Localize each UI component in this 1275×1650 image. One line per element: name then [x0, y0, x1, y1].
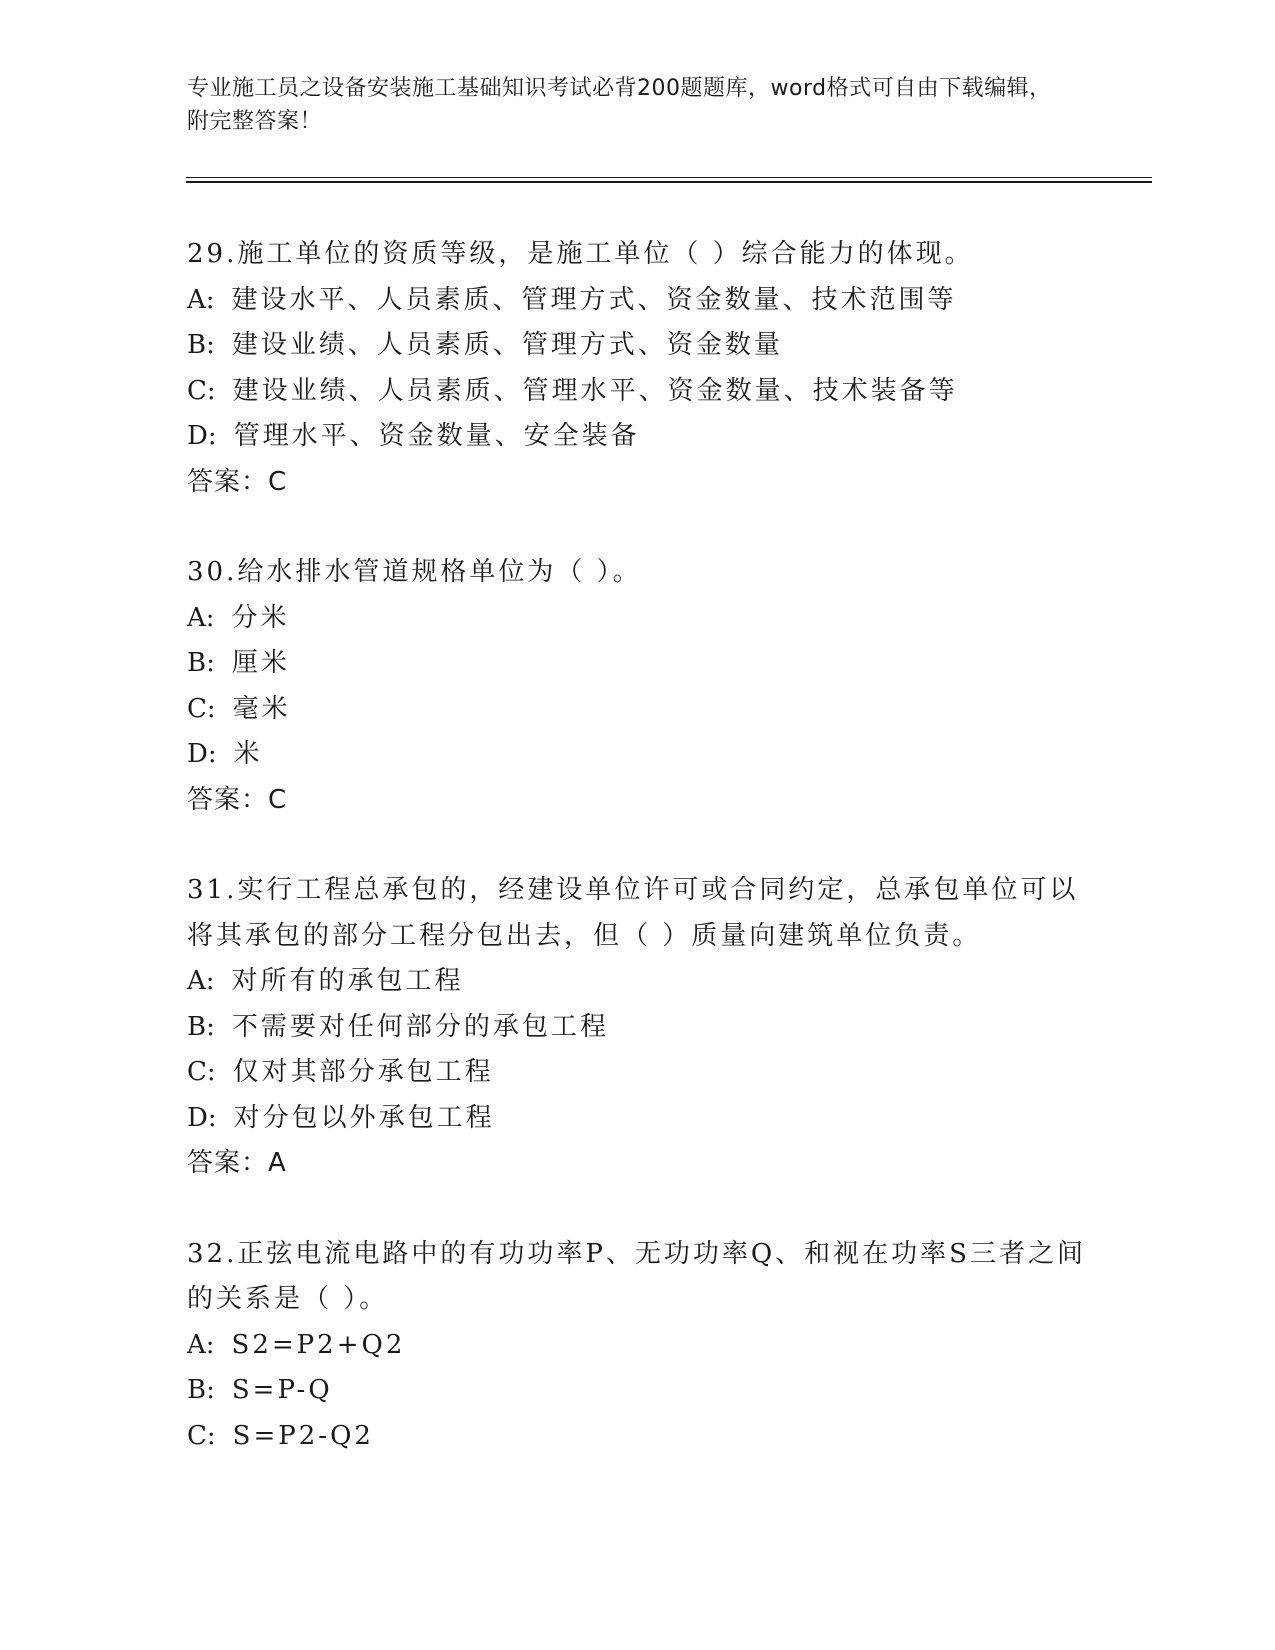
- option-letter: D: [187, 1102, 208, 1133]
- option-b: [187, 1005, 1087, 1051]
- option-text: S=P2-Q2: [232, 1420, 374, 1451]
- option-a: [187, 596, 1087, 642]
- document-header: 专业施工员之设备安装施工基础知识考试必背200题题库，word格式可自由下载编辑，附完整答案！: [187, 76, 1052, 134]
- option-d: [187, 1096, 1087, 1142]
- option-letter: C: [187, 375, 207, 406]
- option-b: [187, 323, 1087, 369]
- question-text: 29.施工单位的资质等级，是施工单位（ ）综合能力的体现。: [187, 239, 974, 269]
- answer-line: 答案：C: [187, 466, 288, 497]
- option-c: [187, 1414, 1087, 1460]
- option-separator: :: [206, 648, 218, 678]
- option-letter: C: [187, 1057, 207, 1087]
- option-text: 建设业绩、人员素质、管理水平、资金数量、技术装备等: [232, 375, 958, 406]
- option-separator: :: [205, 1329, 218, 1360]
- option-c: [187, 369, 1087, 415]
- option-text: 毫米: [232, 693, 291, 724]
- option-c: [187, 1050, 1087, 1096]
- option-separator: :: [206, 1011, 218, 1042]
- option-a: [187, 278, 1087, 324]
- question-30: [187, 550, 1087, 823]
- option-separator: :: [205, 966, 218, 996]
- option-text: 厘米: [231, 648, 290, 678]
- option-letter: C: [187, 693, 207, 724]
- option-letter: B: [187, 1375, 207, 1405]
- question-text: 30.给水排水管道规格单位为（ ）。: [187, 557, 642, 587]
- option-letter: C: [187, 1420, 207, 1451]
- option-b: [187, 641, 1087, 687]
- option-letter: A: [187, 284, 206, 315]
- header-divider-thin: [186, 177, 1152, 178]
- option-text: 不需要对任何部分的承包工程: [231, 1011, 609, 1042]
- option-separator: :: [206, 330, 218, 360]
- option-separator: :: [205, 284, 218, 315]
- option-text: 建设水平、人员素质、管理方式、资金数量、技术范围等: [231, 284, 957, 315]
- option-letter: A: [187, 966, 206, 996]
- question-32: [187, 1232, 1087, 1460]
- option-text: 建设业绩、人员素质、管理方式、资金数量: [231, 330, 783, 360]
- option-text: 仅对其部分承包工程: [232, 1057, 494, 1087]
- option-separator: :: [206, 1420, 219, 1451]
- question-text: 32.正弦电流电路中的有功功率P、无功功率Q、和视在功率S三者之间的关系是（ ）。: [187, 1238, 1086, 1314]
- question-31: [187, 868, 1087, 1187]
- answer-line: 答案：C: [187, 784, 288, 815]
- option-separator: :: [205, 602, 218, 633]
- header-divider-thick: [186, 181, 1152, 183]
- option-d: [187, 414, 1087, 460]
- question-29: [187, 232, 1087, 505]
- question-text: 31.实行工程总承包的，经建设单位许可或合同约定，总承包单位可以将其承包的部分工程分包出去，但（ ）质量向建筑单位负责。: [187, 875, 1079, 951]
- option-letter: B: [187, 648, 207, 678]
- option-letter: D: [187, 421, 208, 451]
- option-separator: :: [207, 421, 220, 451]
- answer-line: 答案：A: [187, 1148, 287, 1178]
- option-text: S2=P2+Q2: [231, 1329, 406, 1360]
- option-text: 管理水平、资金数量、安全装备: [233, 421, 640, 451]
- option-separator: :: [206, 693, 219, 724]
- option-letter: B: [187, 1011, 207, 1042]
- option-text: S=P-Q: [231, 1375, 333, 1405]
- option-letter: B: [187, 330, 207, 360]
- option-text: 对分包以外承包工程: [233, 1102, 495, 1133]
- option-a: [187, 1323, 1087, 1369]
- option-letter: A: [187, 1329, 206, 1360]
- option-b: [187, 1368, 1087, 1414]
- option-separator: :: [206, 1375, 218, 1405]
- option-text: 分米: [231, 602, 290, 633]
- option-text: 米: [233, 739, 263, 769]
- option-d: [187, 732, 1087, 778]
- option-separator: :: [207, 1102, 220, 1133]
- option-separator: :: [206, 1057, 219, 1087]
- question-list: [187, 232, 1087, 1504]
- option-text: 对所有的承包工程: [231, 966, 464, 996]
- option-letter: D: [187, 739, 208, 769]
- option-a: [187, 959, 1087, 1005]
- option-c: [187, 687, 1087, 733]
- option-separator: :: [206, 375, 219, 406]
- option-letter: A: [187, 602, 206, 633]
- option-separator: :: [207, 739, 220, 769]
